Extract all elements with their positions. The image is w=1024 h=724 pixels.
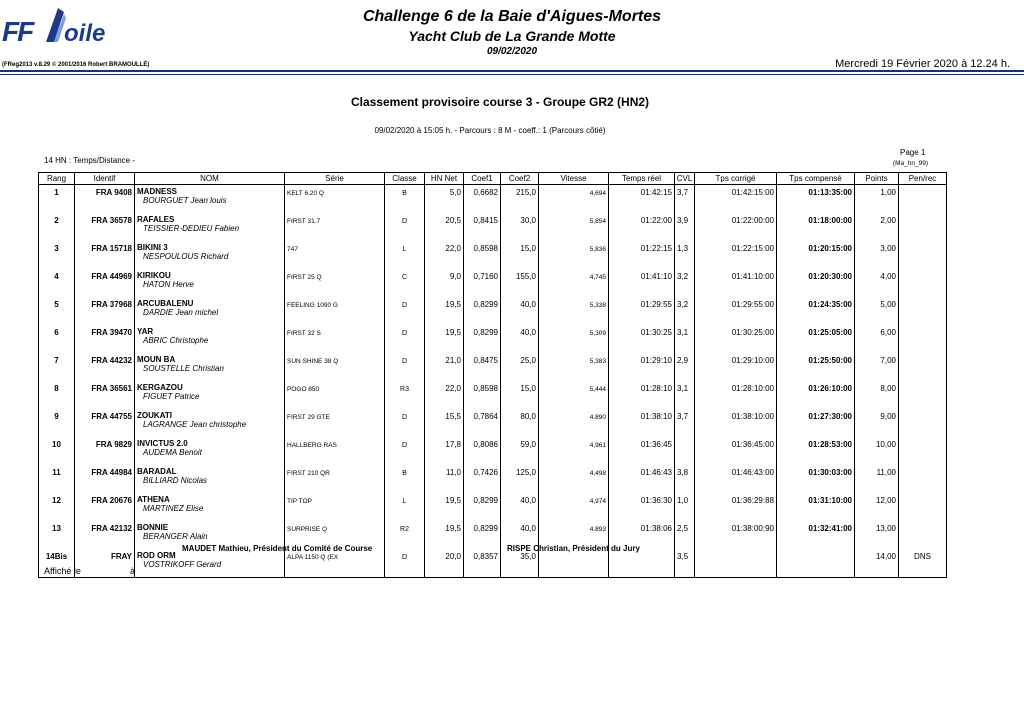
cvl-cell: 1,0 <box>675 493 695 521</box>
col-header: Tps compensé <box>777 173 855 185</box>
table-row <box>39 465 947 493</box>
serie-cell: FIRST 32 S <box>285 325 385 353</box>
points-cell: 11,00 <box>855 465 899 493</box>
points-cell: 10,00 <box>855 437 899 465</box>
tps-compense-cell: 01:31:10:00 <box>777 493 855 521</box>
points-cell: 2,00 <box>855 213 899 241</box>
table-row <box>39 353 947 381</box>
hn-net-cell: 15,5 <box>425 409 464 437</box>
tps-corrige-cell: 01:29:55:00 <box>695 297 777 325</box>
serie-cell: SUN SHINE 38 Q <box>285 353 385 381</box>
cvl-cell: 3,5 <box>675 549 695 578</box>
tps-corrige-cell: 01:42:15:00 <box>695 185 777 214</box>
identif-cell: FRA 44755 <box>75 409 135 437</box>
col-header: Temps réel <box>609 173 675 185</box>
temps-reel-cell: 01:22:00 <box>609 213 675 241</box>
vitesse-cell: 4,893 <box>539 521 609 549</box>
cvl-cell: 1,3 <box>675 241 695 269</box>
coef1-cell: 0,7160 <box>464 269 501 297</box>
tps-compense-cell: 01:30:03:00 <box>777 465 855 493</box>
coef1-cell: 0,8598 <box>464 381 501 409</box>
cvl-cell: 3,2 <box>675 269 695 297</box>
vitesse-cell: 5,444 <box>539 381 609 409</box>
identif-cell: FRA 44984 <box>75 465 135 493</box>
temps-reel-cell: 01:38:06 <box>609 521 675 549</box>
rank-cell: 6 <box>39 325 75 353</box>
vitesse-cell: 5,338 <box>539 297 609 325</box>
classement-title: Classement provisoire course 3 - Groupe GR2 (HN2) <box>350 95 650 109</box>
boat-name: YAR <box>137 327 154 336</box>
rank-cell: 5 <box>39 297 75 325</box>
table-row <box>39 409 947 437</box>
serie-cell: HALLBERG RAS <box>285 437 385 465</box>
identif-cell: FRA 42132 <box>75 521 135 549</box>
coef1-cell: 0,7864 <box>464 409 501 437</box>
page-code: (Ma_hn_99) <box>893 160 929 167</box>
temps-reel-cell <box>609 549 675 578</box>
identif-cell: FRA 37968 <box>75 297 135 325</box>
pen-rec-cell <box>899 325 947 353</box>
rank-cell: 4 <box>39 269 75 297</box>
hn-net-cell: 17,8 <box>425 437 464 465</box>
points-cell: 4,00 <box>855 269 899 297</box>
tps-corrige-cell: 01:38:00:90 <box>695 521 777 549</box>
name-cell <box>135 213 285 241</box>
tps-compense-cell: 01:20:30:00 <box>777 269 855 297</box>
rank-cell: 8 <box>39 381 75 409</box>
cvl-cell: 3,2 <box>675 297 695 325</box>
hn-net-cell: 22,0 <box>425 381 464 409</box>
points-cell: 13,00 <box>855 521 899 549</box>
pen-rec-cell: DNS <box>899 549 947 578</box>
hn-net-cell: 19,5 <box>425 325 464 353</box>
serie-cell: FEELING 1090 G <box>285 297 385 325</box>
points-cell: 14,00 <box>855 549 899 578</box>
tps-compense-cell: 01:28:53:00 <box>777 437 855 465</box>
col-header: Série <box>285 173 385 185</box>
hn-net-cell: 20,0 <box>425 549 464 578</box>
name-cell <box>135 493 285 521</box>
boat-name: ZOUKATI <box>137 411 172 420</box>
skipper-name: LAGRANGE Jean christophe <box>143 420 247 429</box>
cvl-cell: 2,5 <box>675 521 695 549</box>
name-cell <box>135 465 285 493</box>
temps-reel-cell: 01:36:45 <box>609 437 675 465</box>
tps-corrige-cell: 01:41:10:00 <box>695 269 777 297</box>
skipper-name: TEISSIER-DEDIEU Fabien <box>143 224 240 233</box>
temps-reel-cell: 01:30:25 <box>609 325 675 353</box>
skipper-name: BERANGER Alain <box>143 532 208 541</box>
tps-compense-cell: 01:25:50:00 <box>777 353 855 381</box>
cvl-cell: 3,8 <box>675 465 695 493</box>
serie-cell: POGO 850 <box>285 381 385 409</box>
vitesse-cell: 5,836 <box>539 241 609 269</box>
serie-cell: 747 <box>285 241 385 269</box>
pen-rec-cell <box>899 269 947 297</box>
software-version: (FReg2013 v.8.29 © 2001/2016 Robert BRAMOULLÉ) <box>2 62 150 68</box>
table-row <box>39 437 947 465</box>
name-cell <box>135 241 285 269</box>
tps-compense-cell: 01:26:10:00 <box>777 381 855 409</box>
race-committee-signature: MAUDET Mathieu, Président du Comité de Course <box>182 544 373 553</box>
logo-oile-text: oile <box>64 20 106 47</box>
pen-rec-cell <box>899 297 947 325</box>
points-cell: 8,00 <box>855 381 899 409</box>
pen-rec-cell <box>899 381 947 409</box>
vitesse-cell: 5,309 <box>539 325 609 353</box>
classe-cell: L <box>385 241 425 269</box>
tps-compense-cell: 01:32:41:00 <box>777 521 855 549</box>
identif-cell: FRA 9829 <box>75 437 135 465</box>
name-cell <box>135 381 285 409</box>
vitesse-cell: 4,694 <box>539 185 609 214</box>
classe-cell: B <box>385 465 425 493</box>
temps-reel-cell: 01:28:10 <box>609 381 675 409</box>
identif-cell: FRA 44969 <box>75 269 135 297</box>
pen-rec-cell <box>899 353 947 381</box>
coef2-cell: 155,0 <box>501 269 539 297</box>
skipper-name: HATON Herve <box>143 280 194 289</box>
classe-cell: R3 <box>385 381 425 409</box>
coef2-cell: 125,0 <box>501 465 539 493</box>
tps-compense-cell: 01:13:35:00 <box>777 185 855 214</box>
vitesse-cell: 5,854 <box>539 213 609 241</box>
hn-net-cell: 20,5 <box>425 213 464 241</box>
rank-cell: 7 <box>39 353 75 381</box>
cvl-cell <box>675 437 695 465</box>
boat-name: ATHENA <box>137 495 170 504</box>
rank-cell: 2 <box>39 213 75 241</box>
coef2-cell: 80,0 <box>501 409 539 437</box>
points-cell: 7,00 <box>855 353 899 381</box>
skipper-name: NESPOULOUS Richard <box>143 252 229 261</box>
col-header: Rang <box>39 173 75 185</box>
serie-cell: FIRST 31.7 <box>285 213 385 241</box>
table-row <box>39 185 947 214</box>
print-date: Mercredi 19 Février 2020 à 12.24 h. <box>835 58 1010 70</box>
name-cell <box>135 353 285 381</box>
header-rule <box>0 70 1024 72</box>
boat-name: INVICTUS 2.0 <box>137 439 188 448</box>
coef2-cell: 40,0 <box>501 325 539 353</box>
coef1-cell: 0,8475 <box>464 353 501 381</box>
tps-corrige-cell: 01:28:10:00 <box>695 381 777 409</box>
rank-cell: 12 <box>39 493 75 521</box>
tps-corrige-cell: 01:22:00:00 <box>695 213 777 241</box>
coef2-cell: 25,0 <box>501 353 539 381</box>
classe-cell: D <box>385 297 425 325</box>
boat-name: MADNESS <box>137 187 178 196</box>
hn-net-cell: 21,0 <box>425 353 464 381</box>
vitesse-cell: 4,745 <box>539 269 609 297</box>
temps-reel-cell: 01:36:30 <box>609 493 675 521</box>
boat-name: ARCUBALENU <box>137 299 194 308</box>
boat-name: RAFALES <box>137 215 175 224</box>
jury-signature: RISPE Christian, Président du Jury <box>507 544 640 553</box>
tps-corrige-cell: 01:36:29:88 <box>695 493 777 521</box>
classe-cell: D <box>385 437 425 465</box>
col-header: Points <box>855 173 899 185</box>
col-header: HN Net <box>425 173 464 185</box>
name-cell <box>135 409 285 437</box>
tps-corrige-cell: 01:38:10:00 <box>695 409 777 437</box>
club-name: Yacht Club de La Grande Motte <box>408 28 616 44</box>
coef2-cell: 40,0 <box>501 297 539 325</box>
skipper-name: ABRIC Christophe <box>143 336 209 345</box>
classe-cell: D <box>385 549 425 578</box>
name-cell <box>135 297 285 325</box>
temps-reel-cell: 01:22:15 <box>609 241 675 269</box>
boat-name: BARADAL <box>137 467 177 476</box>
vitesse-cell <box>539 549 609 578</box>
col-header: NOM <box>135 173 285 185</box>
tps-corrige-cell: 01:30:25:00 <box>695 325 777 353</box>
hn-net-cell: 22,0 <box>425 241 464 269</box>
identif-cell: FRA 39470 <box>75 325 135 353</box>
boat-name: KIRIKOU <box>137 271 171 280</box>
coef1-cell: 0,8598 <box>464 241 501 269</box>
col-header: Coef1 <box>464 173 501 185</box>
cvl-cell: 2,9 <box>675 353 695 381</box>
tps-compense-cell: 01:24:35:00 <box>777 297 855 325</box>
results-table <box>38 172 947 578</box>
table-row <box>39 325 947 353</box>
results-body <box>39 185 947 578</box>
pen-rec-cell <box>899 521 947 549</box>
tps-compense-cell: 01:20:15:00 <box>777 241 855 269</box>
identif-cell: FRA 20676 <box>75 493 135 521</box>
points-cell: 12,00 <box>855 493 899 521</box>
vitesse-cell: 4,890 <box>539 409 609 437</box>
classe-cell: B <box>385 185 425 214</box>
hn-net-cell: 9,0 <box>425 269 464 297</box>
coef2-cell: 215,0 <box>501 185 539 214</box>
rank-cell: 1 <box>39 185 75 214</box>
identif-cell: FRAY <box>75 549 135 578</box>
skipper-name: BILLIARD Nicolas <box>143 476 208 485</box>
name-cell <box>135 269 285 297</box>
temps-reel-cell: 01:38:10 <box>609 409 675 437</box>
serie-cell: KELT 6,20 Q <box>285 185 385 214</box>
col-header: Pen/rec <box>899 173 947 185</box>
coef1-cell: 0,8299 <box>464 325 501 353</box>
table-row <box>39 381 947 409</box>
coef1-cell: 0,8086 <box>464 437 501 465</box>
skipper-name: BOURGUET Jean louis <box>143 196 227 205</box>
logo-ff-text: FF <box>2 16 33 47</box>
hn-net-cell: 19,5 <box>425 493 464 521</box>
classe-cell: C <box>385 269 425 297</box>
pen-rec-cell <box>899 213 947 241</box>
page-number: Page 1 <box>900 148 926 157</box>
tps-corrige-cell: 01:22:15:00 <box>695 241 777 269</box>
header-rule-thin <box>0 74 1024 75</box>
identif-cell: FRA 36578 <box>75 213 135 241</box>
coef2-cell: 35,0 <box>501 549 539 578</box>
temps-reel-cell: 01:46:43 <box>609 465 675 493</box>
skipper-name: SOUSTELLE Christian <box>143 364 224 373</box>
hn-label: 14 HN : Temps/Distance - <box>44 156 135 165</box>
col-header: Identif <box>75 173 135 185</box>
tps-compense-cell: 01:25:05:00 <box>777 325 855 353</box>
coef1-cell: 0,7426 <box>464 465 501 493</box>
skipper-name: VOSTRIKOFF Gerard <box>143 560 222 569</box>
temps-reel-cell: 01:41:10 <box>609 269 675 297</box>
vitesse-cell: 5,383 <box>539 353 609 381</box>
boat-name: ROD ORM <box>137 551 176 560</box>
temps-reel-cell: 01:29:55 <box>609 297 675 325</box>
points-cell: 1,00 <box>855 185 899 214</box>
points-cell: 5,00 <box>855 297 899 325</box>
cvl-cell: 3,1 <box>675 325 695 353</box>
coef1-cell: 0,8415 <box>464 213 501 241</box>
coef1-cell: 0,8299 <box>464 493 501 521</box>
boat-name: BIKINI 3 <box>137 243 168 252</box>
tps-corrige-cell: 01:46:43:00 <box>695 465 777 493</box>
tps-compense-cell <box>777 549 855 578</box>
rank-cell: 9 <box>39 409 75 437</box>
skipper-name: FIGUET Patrice <box>143 392 200 401</box>
cvl-cell: 3,7 <box>675 185 695 214</box>
tps-compense-cell: 01:18:00:00 <box>777 213 855 241</box>
serie-cell: SURPRISE Q <box>285 521 385 549</box>
name-cell <box>135 437 285 465</box>
serie-cell: TIP TOP <box>285 493 385 521</box>
vitesse-cell: 4,498 <box>539 465 609 493</box>
classe-cell: D <box>385 353 425 381</box>
classe-cell: D <box>385 409 425 437</box>
temps-reel-cell: 01:42:15 <box>609 185 675 214</box>
name-cell <box>135 185 285 214</box>
tps-corrige-cell: 01:29:10:00 <box>695 353 777 381</box>
pen-rec-cell <box>899 465 947 493</box>
tps-corrige-cell <box>695 549 777 578</box>
col-header: CVL <box>675 173 695 185</box>
skipper-name: MARTINEZ Elise <box>143 504 204 513</box>
pen-rec-cell <box>899 493 947 521</box>
serie-cell: FIRST 25 Q <box>285 269 385 297</box>
rank-cell: 10 <box>39 437 75 465</box>
table-row <box>39 241 947 269</box>
table-row <box>39 213 947 241</box>
cvl-cell: 3,1 <box>675 381 695 409</box>
hn-net-cell: 19,5 <box>425 297 464 325</box>
identif-cell: FRA 9408 <box>75 185 135 214</box>
temps-reel-cell: 01:29:10 <box>609 353 675 381</box>
vitesse-cell: 4,961 <box>539 437 609 465</box>
name-cell <box>135 325 285 353</box>
coef1-cell: 0,8357 <box>464 549 501 578</box>
boat-name: BONNIE <box>137 523 169 532</box>
points-cell: 3,00 <box>855 241 899 269</box>
coef2-cell: 15,0 <box>501 241 539 269</box>
coef2-cell: 59,0 <box>501 437 539 465</box>
table-header-row <box>39 173 947 185</box>
points-cell: 9,00 <box>855 409 899 437</box>
col-header: Coef2 <box>501 173 539 185</box>
hn-net-cell: 11,0 <box>425 465 464 493</box>
posted-label: Affiché le <box>44 566 81 576</box>
pen-rec-cell <box>899 241 947 269</box>
event-date: 09/02/2020 <box>486 46 538 57</box>
classe-cell: L <box>385 493 425 521</box>
hn-net-cell: 5,0 <box>425 185 464 214</box>
pen-rec-cell <box>899 185 947 214</box>
table-row <box>39 269 947 297</box>
identif-cell: FRA 44232 <box>75 353 135 381</box>
coef2-cell: 40,0 <box>501 493 539 521</box>
col-header: Vitesse <box>539 173 609 185</box>
coef1-cell: 0,6682 <box>464 185 501 214</box>
serie-cell: FIRST 210 QR <box>285 465 385 493</box>
table-row <box>39 549 947 578</box>
boat-name: MOUN BA <box>137 355 176 364</box>
event-title: Challenge 6 de la Baie d'Aigues-Mortes <box>362 8 662 25</box>
skipper-name: AUDEMA Benoit <box>143 448 202 457</box>
coef1-cell: 0,8299 <box>464 521 501 549</box>
coef2-cell: 15,0 <box>501 381 539 409</box>
rank-cell: 13 <box>39 521 75 549</box>
identif-cell: FRA 15718 <box>75 241 135 269</box>
pen-rec-cell <box>899 409 947 437</box>
points-cell: 6,00 <box>855 325 899 353</box>
rank-cell: 14Bis <box>39 549 75 578</box>
tps-compense-cell: 01:27:30:00 <box>777 409 855 437</box>
tps-corrige-cell: 01:36:45:00 <box>695 437 777 465</box>
cvl-cell: 3,7 <box>675 409 695 437</box>
classe-cell: D <box>385 325 425 353</box>
skipper-name: DARDIE Jean michel <box>143 308 219 317</box>
hn-net-cell: 19,5 <box>425 521 464 549</box>
rank-cell: 11 <box>39 465 75 493</box>
posted-at-label: à <box>130 566 136 576</box>
cvl-cell: 3,9 <box>675 213 695 241</box>
table-row <box>39 493 947 521</box>
classe-cell: R2 <box>385 521 425 549</box>
boat-name: KERGAZOU <box>137 383 183 392</box>
coef2-cell: 30,0 <box>501 213 539 241</box>
serie-cell: ALPA 1150 Q (EX <box>285 549 385 578</box>
table-row <box>39 297 947 325</box>
identif-cell: FRA 36561 <box>75 381 135 409</box>
table-row <box>39 521 947 549</box>
pen-rec-cell <box>899 437 947 465</box>
classe-cell: D <box>385 213 425 241</box>
course-info: 09/02/2020 à 15:05 h. - Parcours : 8 M - coeff.: 1 (Parcours côtié) <box>374 126 606 135</box>
coef1-cell: 0,8299 <box>464 297 501 325</box>
coef2-cell: 40,0 <box>501 521 539 549</box>
vitesse-cell: 4,974 <box>539 493 609 521</box>
col-header: Classe <box>385 173 425 185</box>
rank-cell: 3 <box>39 241 75 269</box>
name-cell <box>135 549 285 578</box>
serie-cell: FIRST 29 GTE <box>285 409 385 437</box>
col-header: Tps corrigé <box>695 173 777 185</box>
